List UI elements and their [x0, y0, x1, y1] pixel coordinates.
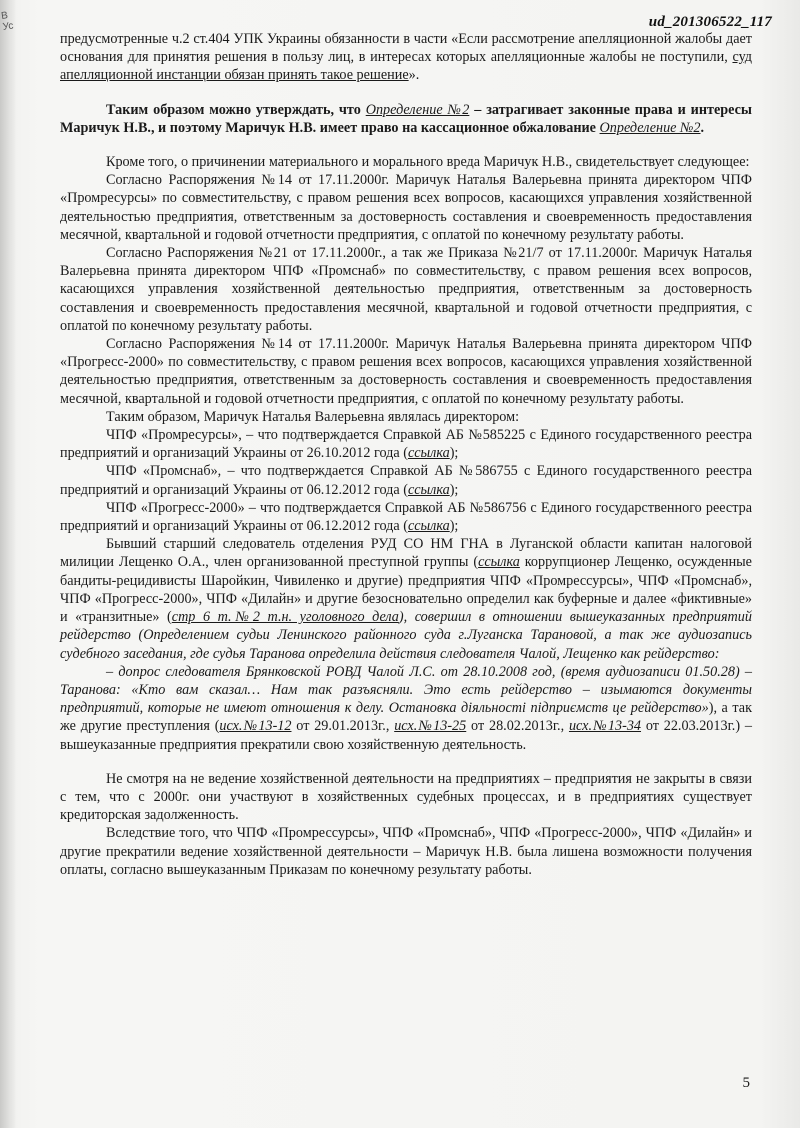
definition-2-link[interactable]: Определение №2 — [599, 119, 701, 136]
paragraph-2: Таким образом можно утверждать, что Определение №2 – затрагивает законные права и интересы Маричук Н.В., и поэтому Маричук Н.В. имеет право на кассационное обжалование Определение №2. — [60, 101, 752, 136]
reference-link[interactable]: ссылка — [407, 481, 450, 498]
document-id: ud_201306522_117 — [648, 14, 772, 30]
reference-link[interactable]: ссылка — [407, 445, 450, 462]
paragraph-11: Бывший старший следователь отделения РУД СО НМ ГНА в Луганской области капитан налоговой милиции Лещенко О.А., член организованной преступной группы (ссылка коррупционер Лещенко, осужденные бандиты-рецидивисты Шаройкин, Чивиленко и другие) предприятия ЧПФ «Промрессурсы», ЧПФ «Промснаб», ЧПФ «Прогресс-2000», ЧПФ «Дилайн» и другие безосновательно определил как буферные и далее «фиктивные» и «транзитные» (стр 6 т.№2 т.н. уголовного дела), совершил в отношении вышеуказанных предприятий рейдерство (Определением судьи Ленинского районного суда г.Луганска Тарановой, а так же аудиозапись судебного заседания, где судья Таранова определила действия следователя Чалой, Лещенко как рейдерство: — [60, 536, 752, 662]
paragraph-8: ЧПФ «Промресурсы», – что подтверждается Справкой АБ №585225 с Единого государственного реестра предприятий и организаций Украины от 26.10.2012 года (ссылка); — [60, 427, 752, 462]
paragraph-4: Согласно Распоряжения №14 от 17.11.2000г. Маричук Наталья Валерьевна принята директором ЧПФ «Промресурсы» по совместительству, с правом решения всех вопросов, касающихся управления хозяйственной деятельностью предприятия, ответственным за достоверность составления и своевременность предоставления месячной, квартальной и годовой отчетности предприятия, с оплатой по конечному результату работы. — [60, 172, 752, 243]
document-body — [60, 30, 752, 879]
page-number: 5 — [742, 1075, 750, 1091]
paragraph-1: предусмотренные ч.2 ст.404 УПК Украины обязанности в части «Если рассмотрение апелляционной жалобы дает основания для принятия решения в пользу лиц, в интересах которых апелляционные жалобы не поступили, суд апелляционной инстанции обязан принять такое решение». — [60, 31, 752, 84]
paragraph-3: Кроме того, о причинении материального и морального вреда Маричук Н.В., свидетельствует следующее: — [106, 154, 750, 171]
reference-link[interactable]: ссылка — [407, 518, 450, 535]
page-left-edge — [0, 0, 16, 1128]
paragraph-12: – допрос следователя Брянковской РОВД Чалой Л.С. от 28.10.2008 год, (время аудиозаписи 01.50.28) – Таранова: «Кто вам сказал… Нам так разъясняли. Это есть рейдерство – изымаются документы предприятий, которые не имеют отношения к делу. Остановка діяльності підприємств це рейдерство»), а так же другие преступления (исх.№13-12 от 29.01.2013г., исх.№13-25 от 28.02.2013г., исх.№13-34 от 22.03.2013г.) – вышеуказанные предприятия прекратили свою хозяйственную деятельность. — [60, 663, 752, 753]
edge-text: В Ус — [0, 10, 15, 33]
case-page-link[interactable]: стр 6 т.№2 т.н. уголовного дела — [171, 609, 399, 626]
paragraph-5: Согласно Распоряжения №21 от 17.11.2000г., а так же Приказа №21/7 от 17.11.2000г. Маричук Наталья Валерьевна принята директором ЧПФ «Промснаб» по совместительству, с правом решения всех вопросов, касающихся управления хозяйственной деятельностью предприятия, ответственным за достоверность составления и своевременность предоставления месячной, квартальной и годовой отчетности предприятия, с оплатой по конечному результату работы. — [60, 245, 752, 334]
underlined-quote: суд апелляционной инстанции обязан принять такое решение — [60, 49, 752, 84]
outgoing-ref-link[interactable]: исх.№13-12 — [219, 718, 292, 735]
outgoing-ref-link[interactable]: исх.№13-34 — [568, 718, 642, 735]
paragraph-6: Согласно Распоряжения №14 от 17.11.2000г. Маричук Наталья Валерьевна принята директором ЧПФ «Прогресс-2000» по совместительству, с правом решения всех вопросов, касающихся управления хозяйственной деятельностью предприятия, ответственным за достоверность составления и своевременность предоставления месячной, квартальной и годовой отчетности предприятия, с оплатой по конечному результату работы. — [60, 336, 752, 407]
paragraph-14: Вследствие того, что ЧПФ «Промрессурсы», ЧПФ «Промснаб», ЧПФ «Прогресс-2000», ЧПФ «Дилайн» и другие прекратили ведение хозяйственной деятельности – Маричук Н.В. была лишена возможности получения оплаты, согласно вышеуказанным Приказам по конечному результату работы. — [60, 825, 752, 878]
paragraph-9: ЧПФ «Промснаб», – что подтверждается Справкой АБ №586755 с Единого государственного реестра предприятий и организаций Украины от 06.12.2012 года (ссылка); — [60, 463, 752, 498]
paragraph-7: Таким образом, Маричук Наталья Валерьевна являлась директором: — [106, 408, 520, 425]
paragraph-10: ЧПФ «Прогресс-2000» – что подтверждается Справкой АБ №586756 с Единого государственного реестра предприятий и организаций Украины от 06.12.2012 года (ссылка); — [60, 499, 752, 535]
reference-link[interactable]: ссылка — [478, 554, 520, 571]
definition-2-link[interactable]: Определение №2 — [365, 101, 470, 118]
paragraph-13: Не смотря на не ведение хозяйственной деятельности на предприятиях – предприятия не закрыты в связи с тем, что с 2000г. они участвуют в хозяйственных судебных процессах, и в предприятиях существует кредиторская задолженность. — [60, 770, 752, 824]
outgoing-ref-link[interactable]: исх.№13-25 — [394, 718, 467, 735]
